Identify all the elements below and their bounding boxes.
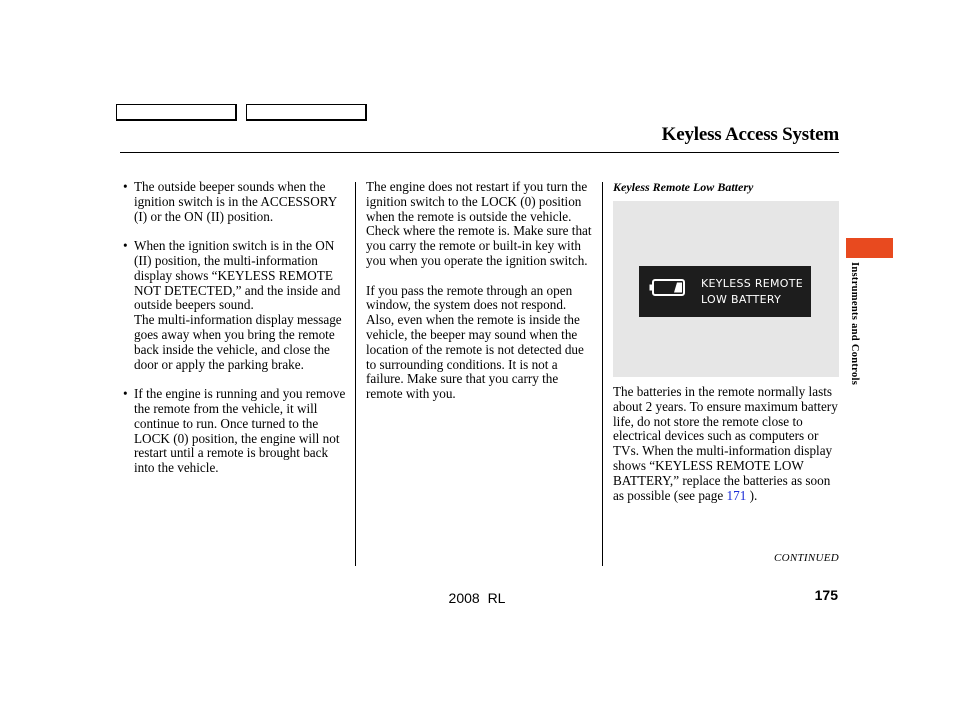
title-divider bbox=[120, 152, 839, 153]
nav-button-previous[interactable] bbox=[116, 104, 237, 121]
paragraph bbox=[613, 385, 841, 503]
body-text-end: ). bbox=[746, 487, 758, 503]
battery-low-icon bbox=[649, 279, 686, 296]
bullet-icon: • bbox=[123, 179, 128, 194]
bullet-icon: • bbox=[123, 386, 128, 402]
continued-label: CONTINUED bbox=[773, 552, 839, 564]
column-divider bbox=[602, 182, 603, 566]
bullet-item bbox=[122, 180, 348, 224]
bullet-text: When the ignition switch is in the ON (II) position, the multi-information display shows “KEYLESS REMOTE NOT DETECTED,” and the inside and outside beepers sound. bbox=[134, 238, 341, 313]
column-divider bbox=[355, 182, 356, 566]
model-label: 2008 RL bbox=[448, 590, 506, 606]
display-line-2: LOW BATTERY bbox=[701, 293, 782, 306]
page-title: Keyless Access System bbox=[661, 124, 839, 145]
bullet-item bbox=[122, 387, 348, 476]
multi-information-display bbox=[639, 266, 811, 317]
display-message bbox=[701, 276, 803, 308]
section-tab-label: Instruments and Controls bbox=[849, 262, 860, 386]
column-3 bbox=[613, 180, 841, 518]
paragraph: The engine does not restart if you turn the ignition switch to the LOCK (0) position when the remote is outside the vehicle. Check where the remote is. Make sure that you carry the remote or built-in key with you when you operate the ignition switch. bbox=[366, 179, 592, 268]
section-tab bbox=[846, 238, 893, 258]
bullet-continuation: The multi-information display message goes away when you bring the remote back inside the vehicle, and close the door or apply the parking brake. bbox=[134, 312, 342, 372]
body-text: The batteries in the remote normally lasts about 2 years. To ensure maximum battery life, do not store the remote close to electrical devices such as computers or TVs. When the multi-information display shows “KEYLESS REMOTE LOW BATTERY,” replace the batteries as soon as possible (see page bbox=[613, 384, 838, 503]
bullet-text: If the engine is running and you remove the remote from the vehicle, it will continue to run. Once turned to the LOCK (0) position, the engine will not restart until a remote is brought back into the vehicle. bbox=[134, 386, 346, 476]
bullet-text: The outside beeper sounds when the ignition switch is in the ACCESSORY (I) or the ON (II) position. bbox=[134, 179, 337, 224]
bullet-item bbox=[122, 239, 348, 372]
bullet-icon: • bbox=[123, 238, 128, 254]
page-reference-link[interactable]: 171 bbox=[726, 487, 747, 503]
display-illustration bbox=[613, 201, 839, 377]
page-number: 175 bbox=[814, 587, 838, 603]
paragraph: If you pass the remote through an open window, the system does not respond. Also, even when the remote is inside the vehicle, the beeper may sound when the location of the remote is not detected due to surrounding conditions. It is not a failure. Make sure that you carry the remote with you. bbox=[366, 282, 584, 402]
column-1 bbox=[122, 180, 348, 491]
column-2 bbox=[366, 180, 596, 417]
display-line-1: KEYLESS REMOTE bbox=[701, 277, 804, 290]
nav-button-next[interactable] bbox=[246, 104, 367, 121]
section-heading: Keyless Remote Low Battery bbox=[613, 180, 754, 194]
